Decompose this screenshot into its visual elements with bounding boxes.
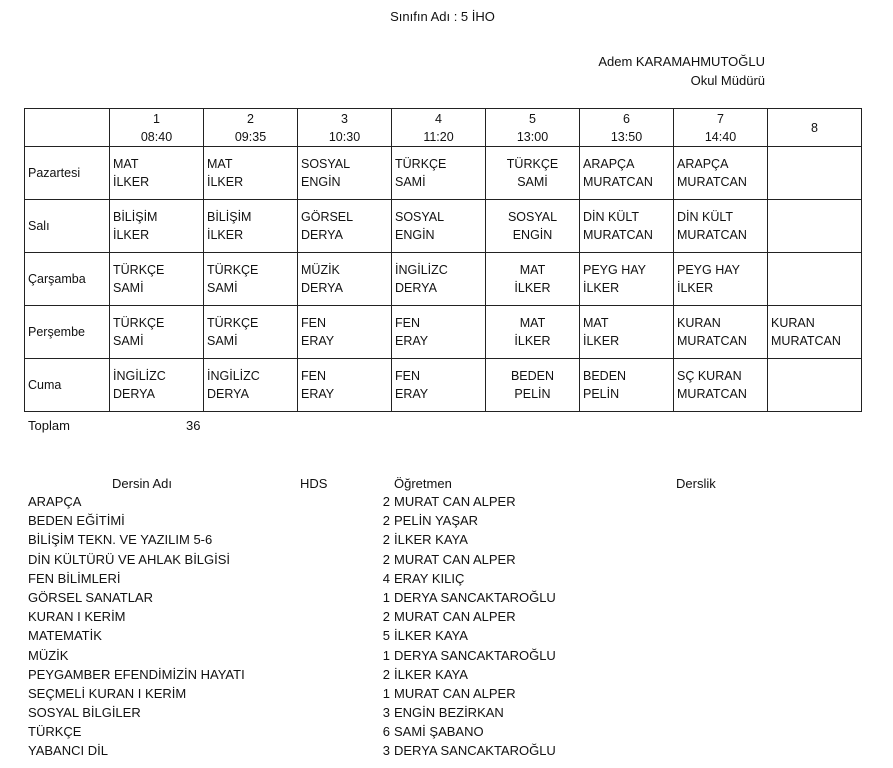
lesson-subject: MAT: [207, 157, 233, 171]
hds-header: HDS: [300, 476, 328, 491]
course-name-header: Dersin Adı: [112, 476, 172, 491]
lesson-subject: İNGİLİZC: [395, 263, 448, 277]
total-label: Toplam: [28, 418, 70, 433]
lesson-subject: BİLİŞİM: [207, 210, 252, 224]
lesson-cell: [110, 359, 204, 412]
course-row: [0, 705, 893, 724]
lesson-teacher: İLKER: [514, 334, 551, 348]
lesson-cell: [768, 200, 862, 253]
lesson-subject: TÜRKÇE: [395, 157, 447, 171]
course-hds: 5: [382, 628, 390, 644]
day-name: Pazartesi: [25, 147, 110, 200]
course-teacher: MURAT CAN ALPER: [394, 551, 516, 567]
period-header-7: [674, 109, 768, 147]
period-number: 4: [435, 111, 442, 126]
lesson-cell: [392, 359, 486, 412]
lesson-subject: BEDEN: [510, 369, 555, 383]
course-teacher: İLKER KAYA: [394, 628, 468, 644]
lesson-cell: [768, 359, 862, 412]
lesson-cell: [768, 306, 862, 359]
lesson-subject: TÜRKÇE: [207, 263, 259, 277]
lesson-cell: [392, 253, 486, 306]
course-hds: 2: [382, 666, 390, 682]
course-teacher: PELİN YAŞAR: [394, 513, 479, 529]
lesson-cell: [768, 147, 862, 200]
lesson-teacher: MURATCAN: [677, 387, 747, 401]
lesson-teacher: İLKER: [113, 228, 150, 242]
classroom-header: Derslik: [676, 476, 716, 491]
lesson-cell: [298, 147, 392, 200]
lesson-subject: MÜZİK: [301, 263, 340, 277]
course-teacher: MURAT CAN ALPER: [394, 609, 516, 625]
lesson-cell: [580, 306, 674, 359]
lesson-teacher: SAMİ: [395, 175, 426, 189]
course-name: ARAPÇA: [28, 494, 82, 509]
course-hds: 2: [382, 609, 390, 625]
course-hds: 2: [382, 532, 390, 548]
course-teacher: SAMİ ŞABANO: [394, 724, 484, 740]
course-name: KURAN I KERİM: [28, 609, 126, 625]
period-time: 14:40: [704, 129, 737, 144]
lesson-subject: DİN KÜLT: [583, 210, 640, 224]
course-name: MÜZİK: [28, 647, 69, 663]
day-name: Çarşamba: [25, 253, 110, 306]
lesson-subject: KURAN: [677, 316, 721, 330]
lesson-subject: TÜRKÇE: [207, 316, 259, 330]
period-header-4: [392, 109, 486, 147]
course-name: PEYGAMBER EFENDİMİZİN HAYATI: [28, 666, 245, 682]
lesson-teacher: ERAY: [301, 334, 335, 348]
course-teacher: MURAT CAN ALPER: [394, 685, 516, 701]
period-header-2: [204, 109, 298, 147]
principal-role: Okul Müdürü: [690, 73, 765, 88]
day-name: Cuma: [25, 359, 110, 412]
lesson-cell: [110, 147, 204, 200]
lesson-subject: GÖRSEL: [301, 210, 354, 224]
course-teacher: İLKER KAYA: [394, 532, 468, 548]
lesson-teacher: SAMİ: [207, 334, 238, 348]
period-header-8: [768, 109, 862, 147]
schedule-body: [25, 109, 862, 412]
lesson-subject: TÜRKÇE: [506, 157, 559, 171]
lesson-subject: PEYG HAY: [583, 263, 646, 277]
course-name: MATEMATİK: [28, 628, 102, 644]
course-teacher: DERYA SANCAKTAROĞLU: [394, 589, 556, 605]
course-name: BEDEN EĞİTİMİ: [28, 513, 125, 529]
lesson-cell: [486, 306, 580, 359]
course-row: [0, 513, 893, 532]
lesson-subject: TÜRKÇE: [113, 316, 165, 330]
course-row: [0, 609, 893, 628]
day-row: [25, 359, 862, 412]
day-name: Perşembe: [25, 306, 110, 359]
lesson-cell: [110, 200, 204, 253]
course-name: FEN BİLİMLERİ: [28, 570, 121, 586]
period-header-3: [298, 109, 392, 147]
day-row: [25, 253, 862, 306]
period-time: 13:00: [516, 129, 549, 144]
period-time: 11:20: [423, 129, 454, 144]
lesson-teacher: ERAY: [395, 387, 429, 401]
lesson-subject: SÇ KURAN: [677, 369, 742, 383]
course-teacher: MURAT CAN ALPER: [394, 494, 516, 509]
course-hds: 4: [382, 570, 390, 586]
lesson-cell: [298, 359, 392, 412]
course-teacher: ENGİN BEZİRKAN: [394, 705, 504, 721]
course-row: [0, 743, 893, 762]
lesson-teacher: DERYA: [113, 387, 155, 401]
lesson-teacher: PELİN: [583, 387, 620, 401]
weekly-schedule-table: [24, 108, 862, 412]
course-name: SEÇMELİ KURAN I KERİM: [28, 685, 187, 701]
lesson-cell: [580, 359, 674, 412]
lesson-teacher: SAMİ: [207, 281, 238, 295]
lesson-teacher: ENGİN: [512, 228, 553, 242]
course-teacher: DERYA SANCAKTAROĞLU: [394, 647, 556, 663]
lesson-subject: FEN: [395, 316, 420, 330]
lesson-teacher: İLKER: [113, 175, 150, 189]
lesson-teacher: MURATCAN: [771, 334, 841, 348]
course-teacher: ERAY KILIÇ: [394, 570, 465, 586]
lesson-subject: SOSYAL: [507, 210, 558, 224]
lesson-cell: [204, 147, 298, 200]
lesson-cell: [298, 200, 392, 253]
lesson-teacher: DERYA: [207, 387, 249, 401]
period-time: 10:30: [328, 129, 361, 144]
course-name: YABANCI DİL: [28, 743, 108, 759]
lesson-cell: [486, 253, 580, 306]
lesson-teacher: MURATCAN: [677, 228, 747, 242]
lesson-teacher: DERYA: [301, 228, 343, 242]
day-row: [25, 306, 862, 359]
lesson-cell: [392, 306, 486, 359]
lesson-cell: [580, 200, 674, 253]
total-value: 36: [186, 418, 201, 433]
lesson-cell: [674, 359, 768, 412]
period-time: 08:40: [140, 129, 173, 144]
course-teacher: İLKER KAYA: [394, 666, 468, 682]
period-header-1: [110, 109, 204, 147]
lesson-cell: [580, 253, 674, 306]
lesson-subject: SOSYAL: [395, 210, 445, 224]
lesson-cell: [674, 253, 768, 306]
period-number: 8: [811, 120, 818, 135]
lesson-teacher: PELİN: [514, 387, 551, 401]
class-title: Sınıfın Adı : 5 İHO: [390, 9, 495, 24]
lesson-subject: SOSYAL: [301, 157, 351, 171]
period-number: 5: [529, 111, 536, 126]
lesson-cell: [392, 200, 486, 253]
course-name: TÜRKÇE: [28, 724, 82, 740]
period-time: 13:50: [610, 129, 643, 144]
lesson-teacher: SAMİ: [113, 281, 144, 295]
lesson-cell: [486, 359, 580, 412]
lesson-subject: KURAN: [771, 316, 815, 330]
period-header-6: [580, 109, 674, 147]
period-header-5: [486, 109, 580, 147]
lesson-subject: BİLİŞİM: [113, 210, 158, 224]
lesson-teacher: İLKER: [207, 175, 244, 189]
course-hds: 2: [382, 513, 390, 529]
lesson-cell: [580, 147, 674, 200]
lesson-subject: DİN KÜLT: [677, 210, 734, 224]
lesson-teacher: İLKER: [583, 334, 620, 348]
course-hds: 3: [382, 743, 390, 759]
lesson-teacher: İLKER: [677, 281, 714, 295]
period-number: 7: [717, 111, 724, 126]
lesson-teacher: SAMİ: [113, 334, 144, 348]
lesson-cell: [204, 359, 298, 412]
course-row: [0, 552, 893, 571]
period-number: 2: [247, 111, 254, 126]
course-hds: 1: [382, 685, 390, 701]
course-name: GÖRSEL SANATLAR: [28, 589, 153, 605]
course-hds: 1: [382, 647, 390, 663]
lesson-cell: [486, 200, 580, 253]
lesson-cell: [768, 253, 862, 306]
course-row: [0, 571, 893, 590]
course-row: [0, 628, 893, 647]
course-row: [0, 648, 893, 667]
course-hds: 6: [382, 724, 390, 740]
course-name: BİLİŞİM TEKN. VE YAZILIM 5-6: [28, 532, 213, 548]
course-row: [0, 494, 893, 513]
lesson-cell: [674, 306, 768, 359]
course-teacher: DERYA SANCAKTAROĞLU: [394, 743, 556, 759]
course-list: [0, 494, 893, 763]
lesson-teacher: DERYA: [301, 281, 343, 295]
lesson-teacher: MURATCAN: [677, 175, 747, 189]
lesson-cell: [110, 306, 204, 359]
lesson-cell: [392, 147, 486, 200]
teacher-header: Öğretmen: [394, 476, 452, 491]
lesson-subject: ARAPÇA: [583, 157, 635, 171]
course-name: SOSYAL BİLGİLER: [28, 705, 141, 721]
day-row: [25, 200, 862, 253]
lesson-teacher: DERYA: [395, 281, 437, 295]
lesson-subject: İNGİLİZC: [113, 369, 166, 383]
lesson-subject: PEYG HAY: [677, 263, 740, 277]
lesson-teacher: İLKER: [207, 228, 244, 242]
lesson-subject: FEN: [301, 316, 326, 330]
lesson-subject: MAT: [113, 157, 139, 171]
lesson-cell: [110, 253, 204, 306]
lesson-teacher: SAMİ: [517, 175, 548, 189]
lesson-teacher: MURATCAN: [583, 175, 653, 189]
day-row: [25, 147, 862, 200]
lesson-teacher: İLKER: [583, 281, 620, 295]
lesson-cell: [298, 306, 392, 359]
lesson-cell: [674, 200, 768, 253]
lesson-cell: [674, 147, 768, 200]
corner-cell: [25, 109, 110, 147]
lesson-teacher: MURATCAN: [583, 228, 653, 242]
lesson-teacher: ENGİN: [301, 175, 341, 189]
period-number: 3: [341, 111, 348, 126]
lesson-teacher: MURATCAN: [677, 334, 747, 348]
lesson-subject: ARAPÇA: [677, 157, 729, 171]
lesson-subject: FEN: [301, 369, 326, 383]
day-name: Salı: [25, 200, 110, 253]
lesson-subject: MAT: [519, 316, 546, 330]
course-row: [0, 590, 893, 609]
course-row: [0, 724, 893, 743]
principal-name: Adem KARAMAHMUTOĞLU: [598, 54, 765, 69]
course-row: [0, 686, 893, 705]
period-number: 6: [623, 111, 630, 126]
course-name: DİN KÜLTÜRÜ VE AHLAK BİLGİSİ: [28, 551, 231, 567]
lesson-subject: İNGİLİZC: [207, 369, 260, 383]
lesson-subject: MAT: [583, 316, 609, 330]
lesson-subject: MAT: [519, 263, 546, 277]
lesson-teacher: ERAY: [301, 387, 335, 401]
lesson-teacher: ERAY: [395, 334, 429, 348]
lesson-teacher: İLKER: [514, 281, 551, 295]
course-hds: 2: [382, 494, 390, 509]
lesson-subject: BEDEN: [583, 369, 627, 383]
period-header-row: [25, 109, 862, 147]
course-hds: 1: [382, 589, 390, 605]
course-hds: 3: [382, 705, 390, 721]
period-time: 09:35: [234, 129, 267, 144]
lesson-subject: TÜRKÇE: [113, 263, 165, 277]
lesson-cell: [204, 253, 298, 306]
lesson-cell: [486, 147, 580, 200]
course-row: [0, 667, 893, 686]
lesson-cell: [204, 200, 298, 253]
lesson-cell: [204, 306, 298, 359]
period-number: 1: [153, 111, 160, 126]
course-hds: 2: [382, 551, 390, 567]
lesson-teacher: ENGİN: [395, 228, 435, 242]
lesson-cell: [298, 253, 392, 306]
lesson-subject: FEN: [395, 369, 420, 383]
course-row: [0, 532, 893, 551]
